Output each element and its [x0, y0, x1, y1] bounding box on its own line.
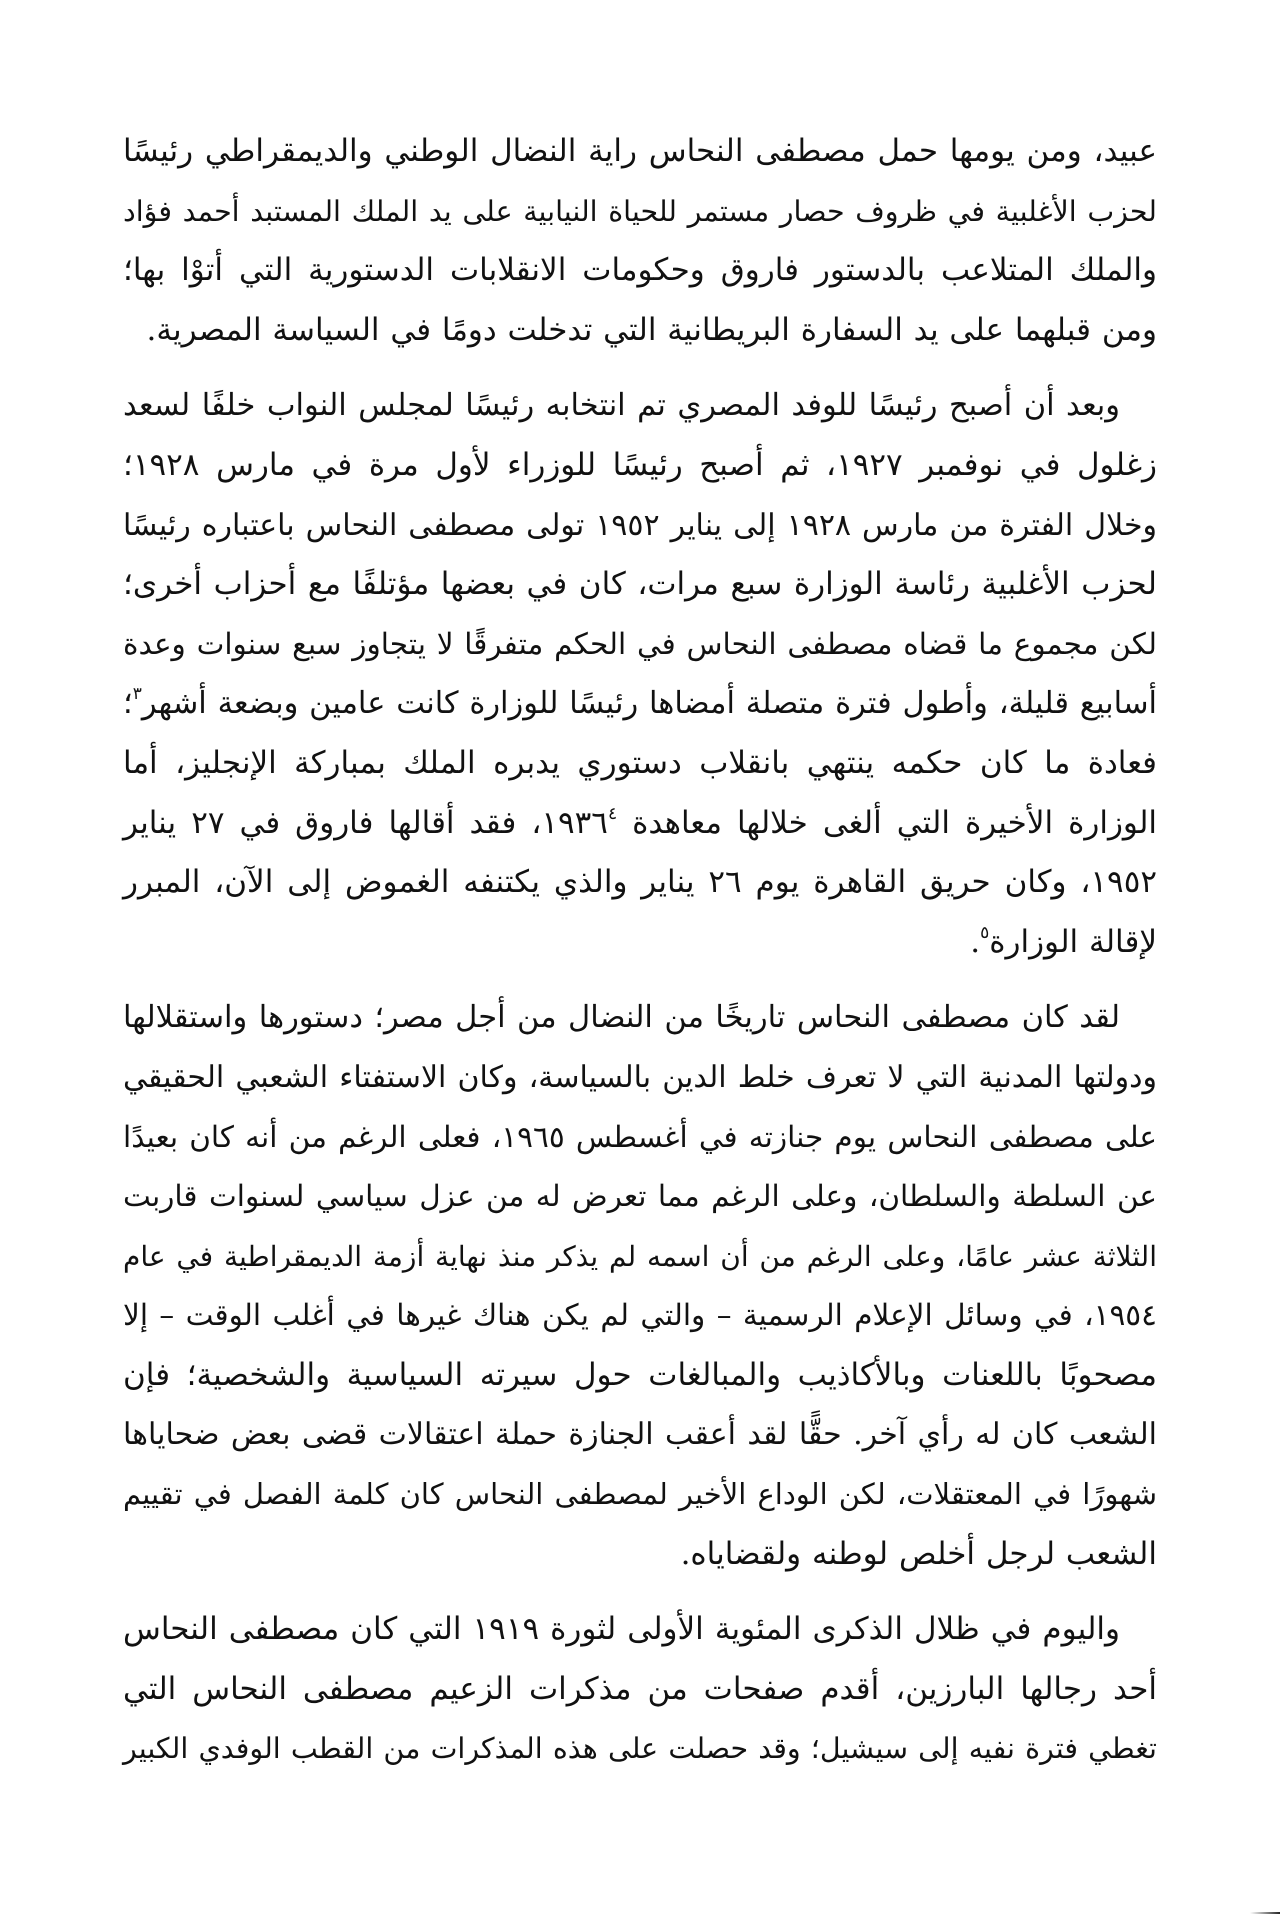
text-line: ومن قبلهما على يد السفارة البريطانية التي تدخلت دومًا في السياسة المصرية.	[146, 311, 1157, 348]
text-line: زغلول في نوفمبر ١٩٢٧، ثم أصبح رئيسًا للوزراء لأول مرة في مارس ١٩٢٨؛	[123, 446, 1157, 483]
text-line: مصحوبًا باللعنات وبالأكاذيب والمبالغات حول سيرته السياسية والشخصية؛ فإن	[123, 1356, 1157, 1393]
text-line: وبعد أن أصبح رئيسًا للوفد المصري تم انتخابه رئيسًا لمجلس النواب خلفًا لسعد	[123, 388, 1120, 424]
paragraph-4	[123, 1600, 1157, 1779]
text-line: ودولتها المدنية التي لا تعرف خلط الدين بالسياسة، وكان الاستفتاء الشعبي الحقيقي	[123, 1059, 1157, 1095]
text-line: الشعب لرجل أخلص لوطنه ولقضاياه.	[680, 1535, 1157, 1572]
text-line: على مصطفى النحاس يوم جنازته في أغسطس ١٩٦٥، فعلى الرغم من أنه كان بعيدًا	[123, 1119, 1157, 1154]
footnote-marker[interactable]: ٥	[980, 922, 990, 943]
text-line: شهورًا في المعتقلات، لكن الوداع الأخير لمصطفى النحاس كان كلمة الفصل في تقييم	[123, 1477, 1157, 1512]
paragraph-1	[123, 122, 1157, 360]
text-line: أحد رجالها البارزين، أقدم صفحات من مذكرات الزعيم مصطفى النحاس التي	[123, 1670, 1157, 1707]
text-line: ١٩٥٤، في وسائل الإعلام الرسمية – والتي لم يكن هناك غيرها في أغلب الوقت – إلا	[123, 1298, 1157, 1333]
line-text: أسابيع قليلة، وأطول فترة متصلة أمضاها رئيسًا للوزارة كانت عامين وبضعة أشهر	[141, 686, 1157, 722]
line-text: لإقالة الوزارة	[989, 923, 1157, 960]
text-line: لحزب الأغلبية رئاسة الوزارة سبع مرات، كان في بعضها مؤتلفًا مع أحزاب أخرى؛	[123, 566, 1157, 603]
text-line: تغطي فترة نفيه إلى سيشيل؛ وقد حصلت على هذه المذكرات من القطب الوفدي الكبير	[123, 1732, 1157, 1766]
text-line: الشعب كان له رأي آخر. حقًّا لقد أعقب الجنازة حملة اعتقالات قضى بعض ضحاياها	[123, 1417, 1157, 1453]
text-line: فعادة ما كان حكمه ينتهي بانقلاب دستوري يدبره الملك بمباركة الإنجليز، أما	[123, 744, 1157, 781]
paragraph-2	[123, 376, 1157, 972]
paragraph-3	[123, 988, 1157, 1584]
text-line: عبيد، ومن يومها حمل مصطفى النحاس راية النضال الوطني والديمقراطي رئيسًا	[123, 133, 1157, 169]
scan-artifact	[1250, 1912, 1280, 1914]
line-tail: ؛	[123, 686, 133, 722]
line-text: الوزارة الأخيرة التي ألغى خلالها معاهدة ١٩٣٦	[541, 804, 1157, 841]
text-line-with-footnote	[123, 913, 1157, 973]
text-line: لقد كان مصطفى النحاس تاريخًا من النضال من أجل مصر؛ دستورها واستقلالها	[123, 1000, 1120, 1036]
footnote-marker[interactable]: ٤	[607, 803, 618, 824]
text-line: لكن مجموع ما قضاه مصطفى النحاس في الحكم متفرقًا لا يتجاوز سبع سنوات وعدة	[123, 626, 1157, 661]
text-line: الثلاثة عشر عامًا، وعلى الرغم من أن اسمه لم يذكر منذ نهاية أزمة الديمقراطية في عام	[123, 1239, 1157, 1273]
line-tail: .	[970, 923, 981, 960]
text-line: عن السلطة والسلطان، وعلى الرغم مما تعرض له من عزل سياسي لسنوات قاربت	[123, 1179, 1157, 1214]
text-line-with-footnote	[123, 794, 1157, 854]
line-tail: ، فقد أقالها فاروق في ٢٧ يناير	[123, 804, 542, 841]
text-line: لحزب الأغلبية في ظروف حصار مستمر للحياة النيابية على يد الملك المستبد أحمد فؤاد	[123, 194, 1157, 228]
text-line: والملك المتلاعب بالدستور فاروق وحكومات الانقلابات الدستورية التي أتوْا بها؛	[123, 252, 1157, 289]
text-line: وخلال الفترة من مارس ١٩٢٨ إلى يناير ١٩٥٢ تولى مصطفى النحاس باعتباره رئيسًا	[123, 507, 1157, 543]
text-line: ١٩٥٢، وكان حريق القاهرة يوم ٢٦ يناير والذي يكتنفه الغموض إلى الآن، المبرر	[123, 864, 1157, 901]
footnote-marker[interactable]: ٣	[132, 684, 142, 705]
document-page	[123, 122, 1157, 1795]
text-line: واليوم في ظلال الذكرى المئوية الأولى لثورة ١٩١٩ التي كان مصطفى النحاس	[123, 1611, 1120, 1648]
text-line-with-footnote	[123, 674, 1157, 734]
